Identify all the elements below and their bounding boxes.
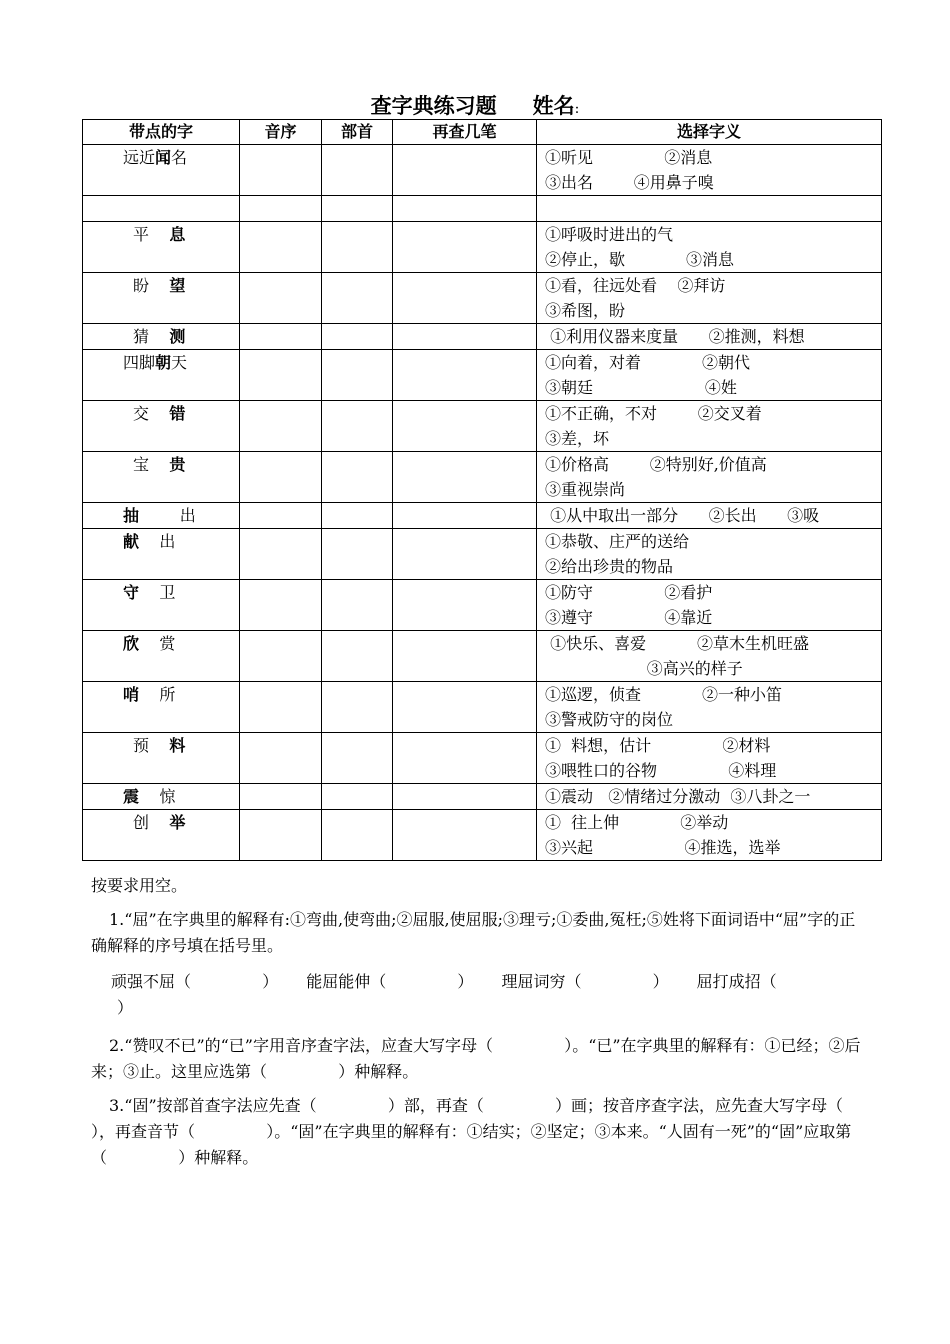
radical-answer-cell[interactable] [322,273,393,324]
meaning-line: ①防守 ②看护 [545,583,713,602]
table-row [83,452,882,503]
word-suffix: 出 [139,506,196,525]
strokes-answer-cell[interactable] [393,196,537,222]
table-row [83,682,882,733]
meanings-cell [537,810,882,861]
meaning-line: ③差，坏 [545,429,610,448]
meanings-cell [537,273,882,324]
word-cell [83,452,240,503]
word-suffix: 天 [171,353,188,372]
pinyin-order-answer-cell[interactable] [240,580,322,631]
word-cell [83,324,240,350]
radical-answer-cell[interactable] [322,324,393,350]
table-row [83,733,882,784]
meanings-cell [537,401,882,452]
meaning-line: ① 料想，估计 ②材料 [545,736,771,755]
pinyin-order-answer-cell[interactable] [240,503,322,529]
radical-answer-cell[interactable] [322,733,393,784]
radical-answer-cell[interactable] [322,350,393,401]
strokes-answer-cell[interactable] [393,682,537,733]
table-row [83,273,882,324]
strokes-answer-cell[interactable] [393,222,537,273]
radical-answer-cell[interactable] [322,784,393,810]
dotted-character: 举 [169,813,186,832]
meaning-line: ①震动 ②情绪过分激动 ③八卦之一 [545,787,811,806]
meaning-line: ①从中取出一部分 ②长出 ③吸 [545,506,820,525]
dotted-character: 献 [123,532,140,551]
pinyin-order-answer-cell[interactable] [240,733,322,784]
table-row [83,631,882,682]
word-suffix: 所 [139,685,176,704]
radical-answer-cell[interactable] [322,222,393,273]
radical-answer-cell[interactable] [322,145,393,196]
meaning-line: ③遵守 ④靠近 [545,608,713,627]
word-suffix: 出 [139,532,176,551]
dotted-character: 闻 [155,148,172,167]
word-prefix: 猜 [133,327,170,346]
strokes-answer-cell[interactable] [393,401,537,452]
word-cell [83,631,240,682]
meaning-line: ①价格高 ②特别好,价值高 [545,455,767,474]
dotted-character: 欣 [123,634,140,653]
pinyin-order-answer-cell[interactable] [240,196,322,222]
word-cell [83,784,240,810]
word-prefix: 平 [133,225,170,244]
dotted-character: 贵 [169,455,186,474]
strokes-answer-cell[interactable] [393,529,537,580]
pinyin-order-answer-cell[interactable] [240,222,322,273]
table-row [83,784,882,810]
dotted-character: 守 [123,583,140,602]
word-cell [83,196,240,222]
q1-item[interactable]: 能屈能伸（ ） [306,972,474,991]
meaning-line: ③重视崇尚 [545,480,626,499]
meanings-cell [537,733,882,784]
meaning-line: ③出名 ④用鼻子嗅 [545,173,714,192]
strokes-answer-cell[interactable] [393,784,537,810]
meaning-line: ① 往上伸 ②举动 [545,813,729,832]
question-3: 3.“固”按部首查字法应先查（ ）部，再查（ ）画；按音序查字法，应先查大写字母（ ），再查音节（ ）。“固”在字典里的解释有：①结实；②坚定；③本来。“人固有一死”的“固”应取第（ ）种解释。 [91,1096,915,1167]
instructions: 按要求用空。 [91,876,188,895]
meaning-line: ①呼吸时进出的气 [545,225,674,244]
strokes-answer-cell[interactable] [393,631,537,682]
word-prefix: 宝 [133,455,170,474]
word-prefix: 创 [133,813,170,832]
pinyin-order-answer-cell[interactable] [240,631,322,682]
questions-section [91,873,915,1179]
strokes-answer-cell[interactable] [393,503,537,529]
pinyin-order-answer-cell[interactable] [240,682,322,733]
meaning-line: ①向着，对着 ②朝代 [545,353,751,372]
pinyin-order-answer-cell[interactable] [240,324,322,350]
header-char: 带点的字 [83,120,240,145]
table-row [83,145,882,196]
meaning-line: ③警戒防守的岗位 [545,710,674,729]
word-cell [83,273,240,324]
strokes-answer-cell[interactable] [393,452,537,503]
word-suffix: 惊 [139,787,176,806]
meanings-cell [537,145,882,196]
meaning-line: ①快乐、喜爱 ②草木生机旺盛 [545,634,809,653]
meaning-line: ③朝廷 ④姓 [545,378,737,397]
word-suffix: 卫 [139,583,176,602]
radical-answer-cell[interactable] [322,580,393,631]
pinyin-order-answer-cell[interactable] [240,529,322,580]
meanings-cell [537,631,882,682]
dotted-character: 望 [169,276,186,295]
word-cell [83,401,240,452]
header-meanings: 选择字义 [537,120,882,145]
dotted-character: 抽 [123,506,140,525]
word-cell [83,222,240,273]
pinyin-order-answer-cell[interactable] [240,401,322,452]
radical-answer-cell[interactable] [322,401,393,452]
word-prefix: 远近 [123,148,156,167]
table-row [83,529,882,580]
header-strokes: 再查几笔 [393,120,537,145]
table-row [83,324,882,350]
q1-item[interactable]: 顽强不屈（ ） [111,972,279,991]
word-cell [83,810,240,861]
name-label: 姓名 [532,93,575,118]
pinyin-order-answer-cell[interactable] [240,145,322,196]
meanings-cell [537,350,882,401]
q1-item[interactable]: 屈打成招（ [696,972,777,991]
strokes-answer-cell[interactable] [393,350,537,401]
meanings-cell [537,784,882,810]
pinyin-order-answer-cell[interactable] [240,452,322,503]
meanings-cell [537,222,882,273]
word-cell [83,503,240,529]
strokes-answer-cell[interactable] [393,145,537,196]
title-main: 查字典练习题 [370,93,497,118]
meaning-line: ③兴起 ④推选，选举 [545,838,781,857]
meaning-line: ③喂牲口的谷物 ④料理 [545,761,777,780]
meanings-cell [537,196,882,222]
dotted-character: 哨 [123,685,140,704]
table-row [83,810,882,861]
meaning-line: ③高兴的样子 [545,659,743,678]
meaning-line: ①利用仪器来度量 ②推测，料想 [545,327,805,346]
question-1: 1.“屈”在字典里的解释有:①弯曲,使弯曲;②屈服,使屈服;③理亏;①委曲,冤枉;⑤姓将下面词语中“屈”字的正确解释的序号填在括号里。 [91,910,856,955]
meanings-cell [537,503,882,529]
radical-answer-cell[interactable] [322,196,393,222]
pinyin-order-answer-cell[interactable] [240,273,322,324]
radical-answer-cell[interactable] [322,452,393,503]
meaning-line: ①听见 ②消息 [545,148,713,167]
meanings-cell [537,452,882,503]
strokes-answer-cell[interactable] [393,580,537,631]
word-prefix: 交 [133,404,170,423]
pinyin-order-answer-cell[interactable] [240,810,322,861]
meanings-cell [537,529,882,580]
table-row [83,401,882,452]
word-cell [83,682,240,733]
q1-item[interactable]: 理屈词穷（ ） [501,972,669,991]
word-cell [83,529,240,580]
meaning-line: ①不正确，不对 ②交叉着 [545,404,762,423]
q1-tail: ） [117,998,134,1017]
header-radical: 部首 [322,120,393,145]
dotted-character: 错 [169,404,186,423]
meaning-line: ②给出珍贵的物品 [545,557,674,576]
word-cell [83,580,240,631]
strokes-answer-cell[interactable] [393,810,537,861]
strokes-answer-cell[interactable] [393,733,537,784]
name-colon: : [574,101,580,117]
meanings-cell [537,580,882,631]
word-suffix: 名 [171,148,188,167]
word-cell [83,145,240,196]
radical-answer-cell[interactable] [322,529,393,580]
strokes-answer-cell[interactable] [393,273,537,324]
header-pinyin-order: 音序 [240,120,322,145]
table-row [83,580,882,631]
meaning-line: ③希图，盼 [545,301,626,320]
meanings-cell [537,324,882,350]
word-cell [83,350,240,401]
table-row [83,503,882,529]
pinyin-order-answer-cell[interactable] [240,350,322,401]
table-header-row [83,120,882,145]
table-row [83,196,882,222]
dotted-character: 测 [169,327,186,346]
question-1-items [91,969,866,1021]
radical-answer-cell[interactable] [322,682,393,733]
strokes-answer-cell[interactable] [393,324,537,350]
table-row [83,222,882,273]
meaning-line: ①恭敬、庄严的送给 [545,532,690,551]
question-2: 2.“赞叹不已”的“已”字用音序查字法，应查大写字母（ ）。“已”在字典里的解释有：①已经；②后来；③止。这里应选第（ ）种解释。 [91,1036,861,1081]
meaning-line: ①看，往远处看 ②拜访 [545,276,726,295]
meaning-line: ②停止，歇 ③消息 [545,250,735,269]
word-cell [83,733,240,784]
meanings-cell [537,682,882,733]
word-prefix: 预 [133,736,170,755]
dotted-character: 震 [123,787,140,806]
dotted-character: 朝 [155,353,172,372]
meaning-line: ①巡逻，侦查 ②一种小笛 [545,685,783,704]
word-prefix: 四脚 [123,353,156,372]
word-suffix: 赏 [139,634,176,653]
table-row [83,350,882,401]
radical-answer-cell[interactable] [322,503,393,529]
word-prefix: 盼 [133,276,170,295]
pinyin-order-answer-cell[interactable] [240,784,322,810]
dotted-character: 息 [169,225,186,244]
radical-answer-cell[interactable] [322,631,393,682]
dotted-character: 料 [169,736,186,755]
radical-answer-cell[interactable] [322,810,393,861]
dictionary-exercise-table [82,119,882,861]
